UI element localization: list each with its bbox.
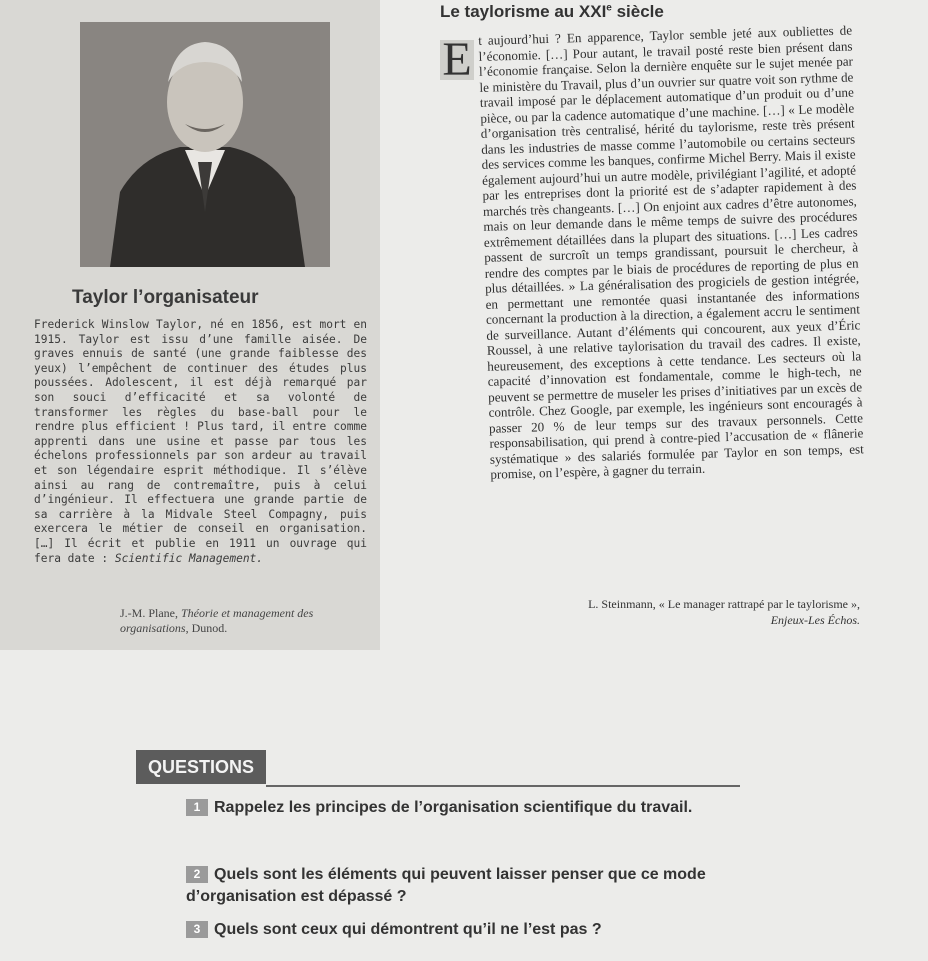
article-title-end: siècle: [611, 2, 664, 21]
question-1: [186, 797, 746, 819]
article-title-sup: e: [606, 2, 612, 14]
biography-text: [34, 318, 367, 566]
article-body: t aujourd’hui ? En apparence, Taylor semble jeté aux oubliettes de l’économie. […] Pour autant, le travail posté reste bien présent dans l’économie française. Selon la dernière enquête sur le sujet menée par le ministère du Travail, plus d’un ouvrier sur quatre voit son rythme de travail imposé par le déplacement automatique d’un produit ou d’une pièce, ou par la cadence automatique d’une machine. […] « Le modèle d’organisation très centralisé, hérité du taylorisme, reste très présent dans les industries de masse comme l’automobile ou certains secteurs des services comme les banques, confirme Michel Berry. Mais il existe également aujourd’hui un autre modèle, privilégiant l’agilité, et adopté par les entreprises dont la priorité est de s’adapter rapidement à des marchés très changeants. […] On enjoint aux cadres d’être autonomes, mais on leur demande dans le même temps de suivre des procédures extrêmement détaillées dans la plupart des situations. […] Les cadres passent de surcroît un temps grandissant, poursuit le chercheur, à rendre des comptes par le biais de procédures de reporting de plus en plus détaillées. » La généralisation des progiciels de gestion intégrée, en permettant une remontée quasi instantanée des informations concernant la production à la direction, a également accru le sentiment de surveillance. Autant d’éléments qui concourent, aux yeux d’Éric Roussel, à une relative taylorisation du travail des cadres. Il existe, heureusement, des exceptions à cette tendance. Les secteurs où la capacité d’innovation est fondamentale, comme le high-tech, ne peuvent se permettre de museler les prises d’initiatives par un excès de contrôle. Chez Google, par exemple, les ingénieurs sont encouragés à passer 20 % de leur temps sur des travaux personnels. Cette responsabilisation, qui prend à contre-pied l’accusation de « flânerie systématique » des salariés formulée par Taylor en son temps, est promise, on l’espère, à gagner du terrain.: [477, 22, 864, 482]
source-publisher: , Dunod.: [185, 621, 228, 635]
questions-header: QUESTIONS: [136, 750, 266, 784]
article-source: [560, 596, 860, 628]
article-title: [440, 2, 664, 22]
taylor-portrait-photo: [80, 22, 330, 267]
question-number-badge: 1: [186, 799, 208, 816]
article-text: [440, 22, 864, 483]
question-text: Quels sont ceux qui démontrent qu’il ne l’est pas ?: [214, 921, 602, 938]
article-source-line2: Enjeux-Les Échos.: [770, 613, 860, 627]
question-text: Quels sont les éléments qui peuvent laisser penser que ce mode d’organisation est dépassé ?: [186, 866, 706, 905]
question-2: [186, 864, 746, 908]
source-author: J.-M. Plane,: [120, 606, 178, 620]
biography-title: Taylor l’organisateur: [72, 287, 259, 308]
book-title: Scientific Management.: [114, 551, 264, 565]
source-title: Théorie et management des organisations: [120, 606, 314, 635]
question-3: [186, 919, 746, 941]
article-source-line1: L. Steinmann, « Le manager rattrapé par le taylorisme »,: [588, 597, 860, 611]
questions-divider: [266, 785, 740, 787]
article-title-main: Le taylorisme au XXI: [440, 2, 607, 21]
question-text: Rappelez les principes de l’organisation scientifique du travail.: [214, 799, 693, 816]
question-number-badge: 2: [186, 866, 208, 883]
biography-body: Frederick Winslow Taylor, né en 1856, est mort en 1915. Taylor est issu d’une famille aisée. De graves ennuis de santé (une grande faiblesse des yeux) l’empêchent de continuer des études plus poussées. Adolescent, il est déjà remarqué par son souci d’efficacité et sa volonté de transformer les règles du base-ball pour le rendre plus efficient ! Plus tard, il entre comme apprenti dans une usine et passe par tous les échelons professionnels par son ardeur au travail et son légendaire esprit méthodique. Il s’élève ainsi au rang de contremaître, puis à celui d’ingénieur. Il effectuera une grande partie de sa carrière à la Midvale Steel Compagny, puis exercera le métier de conseil en organisation. […] Il écrit et publie en 1911 un ouvrage qui fera date :: [34, 318, 367, 565]
portrait-illustration: [80, 22, 330, 267]
article-dropcap: E: [440, 40, 474, 80]
question-number-badge: 3: [186, 921, 208, 938]
biography-source: [120, 606, 370, 636]
